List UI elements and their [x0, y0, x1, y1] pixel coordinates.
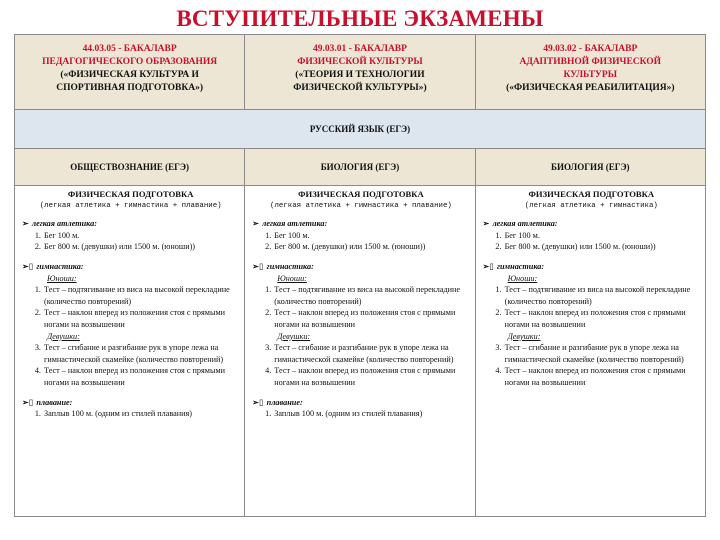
list-item: 3. Тест – сгибание и разгибание рук в упоре лежа на гимнастической скамейке (количество повторений)	[504, 342, 700, 365]
pe-title: ФИЗИЧЕСКАЯ ПОДГОТОВКА	[67, 189, 194, 199]
program-name: ПЕДАГОГИЧЕСКОГО ОБРАЗОВАНИЯ	[42, 57, 218, 67]
arrow-bullet-icon: ➢	[252, 219, 260, 229]
arrow-bullet-icon: ➢▯	[252, 261, 264, 271]
list-item: 1. Тест – подтягивание из виса на высокой перекладине (количество повторений)	[273, 284, 469, 307]
program-profile: СПОРТИВНАЯ ПОДГОТОВКА»)	[56, 83, 204, 93]
boys-label: Юноши:	[47, 273, 77, 283]
list-item: 2. Тест – наклон вперед из положения стоя с прямыми ногами на возвышении	[273, 307, 469, 330]
athletics-block	[22, 218, 239, 253]
list-item: 2. Тест – наклон вперед из положения стоя с прямыми ногами на возвышении	[504, 307, 700, 330]
boys-label: Юноши:	[277, 273, 307, 283]
arrow-bullet-icon: ➢▯	[22, 397, 34, 407]
subjects-row	[15, 149, 706, 186]
page-title: ВСТУПИТЕЛЬНЫЕ ЭКЗАМЕНЫ	[176, 6, 544, 31]
list-item: 3. Тест – сгибание и разгибание рук в упоре лежа на гимнастической скамейке (количество повторений)	[273, 342, 469, 365]
program-profile: ФИЗИЧЕСКОЙ КУЛЬТУРЫ»)	[293, 83, 427, 93]
arrow-bullet-icon: ➢▯	[482, 261, 494, 271]
athletics-heading: легкая атлетика:	[262, 219, 328, 229]
program-cell-1	[15, 35, 245, 110]
program-cell-2	[245, 35, 475, 110]
swimming-block	[22, 397, 239, 420]
pe-cell-2	[245, 186, 475, 517]
gymnastics-block	[22, 261, 239, 389]
subject-cell-1	[15, 149, 245, 186]
program-code: 44.03.05 - БАКАЛАВР	[82, 44, 177, 54]
list-item: 1. Бег 100 м.	[273, 230, 469, 242]
gymnastics-block	[252, 261, 469, 389]
list-item: 2. Бег 800 м. (девушки) или 1500 м. (юноши))	[273, 241, 469, 253]
subject-cell-3	[475, 149, 705, 186]
list-item: 2. Тест – наклон вперед из положения стоя с прямыми ногами на возвышении	[43, 307, 239, 330]
gymnastics-block	[483, 261, 700, 389]
program-name: ФИЗИЧЕСКОЙ КУЛЬТУРЫ	[297, 57, 423, 67]
list-item: 1. Бег 100 м.	[504, 230, 700, 242]
programs-header-row	[15, 35, 706, 110]
list-item: 1. Тест – подтягивание из виса на высокой перекладине (количество повторений)	[504, 284, 700, 307]
gymnastics-heading: гимнастика:	[266, 261, 314, 271]
gymnastics-heading: гимнастика:	[496, 261, 545, 271]
exams-table	[14, 34, 706, 517]
program-name: АДАПТИВНОЙ ФИЗИЧЕСКОЙ	[519, 57, 662, 67]
pe-subtitle: (легкая атлетика + гимнастика + плавание)	[39, 201, 222, 210]
program-name: КУЛЬТУРЫ	[563, 70, 618, 80]
arrow-bullet-icon: ➢▯	[22, 261, 34, 271]
program-profile: («ФИЗИЧЕСКАЯ РЕАБИЛИТАЦИЯ»)	[506, 83, 675, 93]
pe-subtitle: (легкая атлетика + гимнастика + плавание)	[270, 201, 452, 210]
gymnastics-heading: гимнастика:	[36, 261, 84, 271]
swimming-block	[252, 397, 469, 420]
boys-label: Юноши:	[507, 273, 538, 283]
list-item: 2. Бег 800 м. (девушки) или 1500 м. (юноши))	[43, 241, 239, 253]
swimming-heading: плавание:	[266, 397, 303, 407]
subject-exam: ОБЩЕСТВОЗНАНИЕ (ЕГЭ)	[70, 162, 189, 172]
program-cell-3	[475, 35, 705, 110]
subject-cell-2	[245, 149, 475, 186]
program-code: 49.03.01 - БАКАЛАВР	[312, 44, 407, 54]
arrow-bullet-icon: ➢	[22, 219, 29, 229]
girls-label: Девушки:	[277, 331, 311, 341]
list-item: 1. Заплыв 100 м. (одним из стилей плавания)	[43, 408, 239, 420]
swimming-heading: плавание:	[36, 397, 73, 407]
russian-cell	[15, 110, 706, 149]
list-item: 1. Заплыв 100 м. (одним из стилей плавания)	[273, 408, 469, 420]
list-item: 4. Тест – наклон вперед из положения стоя с прямыми ногами на возвышении	[273, 365, 469, 388]
subject-exam: БИОЛОГИЯ (ЕГЭ)	[551, 162, 630, 172]
list-item: 1. Тест – подтягивание из виса на высокой перекладине (количество повторений)	[43, 284, 239, 307]
program-profile: («ФИЗИЧЕСКАЯ КУЛЬТУРА И	[60, 70, 199, 80]
pe-title: ФИЗИЧЕСКАЯ ПОДГОТОВКА	[298, 189, 424, 199]
girls-label: Девушки:	[507, 331, 541, 341]
athletics-block	[252, 218, 469, 253]
pe-row	[15, 186, 706, 517]
subject-exam: БИОЛОГИЯ (ЕГЭ)	[320, 162, 400, 172]
list-item: 4. Тест – наклон вперед из положения стоя с прямыми ногами на возвышении	[43, 365, 239, 388]
list-item: 3. Тест – сгибание и разгибание рук в упоре лежа на гимнастической скамейке (количество повторений)	[43, 342, 239, 365]
arrow-bullet-icon: ➢	[482, 219, 490, 229]
athletics-heading: легкая атлетика:	[31, 219, 97, 229]
girls-label: Девушки:	[47, 331, 80, 341]
list-item: 2. Бег 800 м. (девушки) или 1500 м. (юноши))	[504, 241, 700, 253]
pe-cell-3	[475, 186, 705, 517]
pe-cell-1	[15, 186, 245, 517]
russian-exam: РУССКИЙ ЯЗЫК (ЕГЭ)	[309, 124, 411, 134]
athletics-block	[483, 218, 700, 253]
pe-title: ФИЗИЧЕСКАЯ ПОДГОТОВКА	[528, 189, 655, 199]
list-item: 4. Тест – наклон вперед из положения стоя с прямыми ногами на возвышении	[504, 365, 700, 388]
athletics-heading: легкая атлетика:	[492, 219, 558, 229]
list-item: 1. Бег 100 м.	[43, 230, 239, 242]
russian-row	[15, 110, 706, 149]
program-profile: («ТЕОРИЯ И ТЕХНОЛОГИИ	[295, 70, 425, 80]
program-code: 49.03.02 - БАКАЛАВР	[543, 44, 638, 54]
pe-subtitle: (легкая атлетика + гимнастика)	[524, 201, 658, 210]
arrow-bullet-icon: ➢▯	[252, 397, 264, 407]
